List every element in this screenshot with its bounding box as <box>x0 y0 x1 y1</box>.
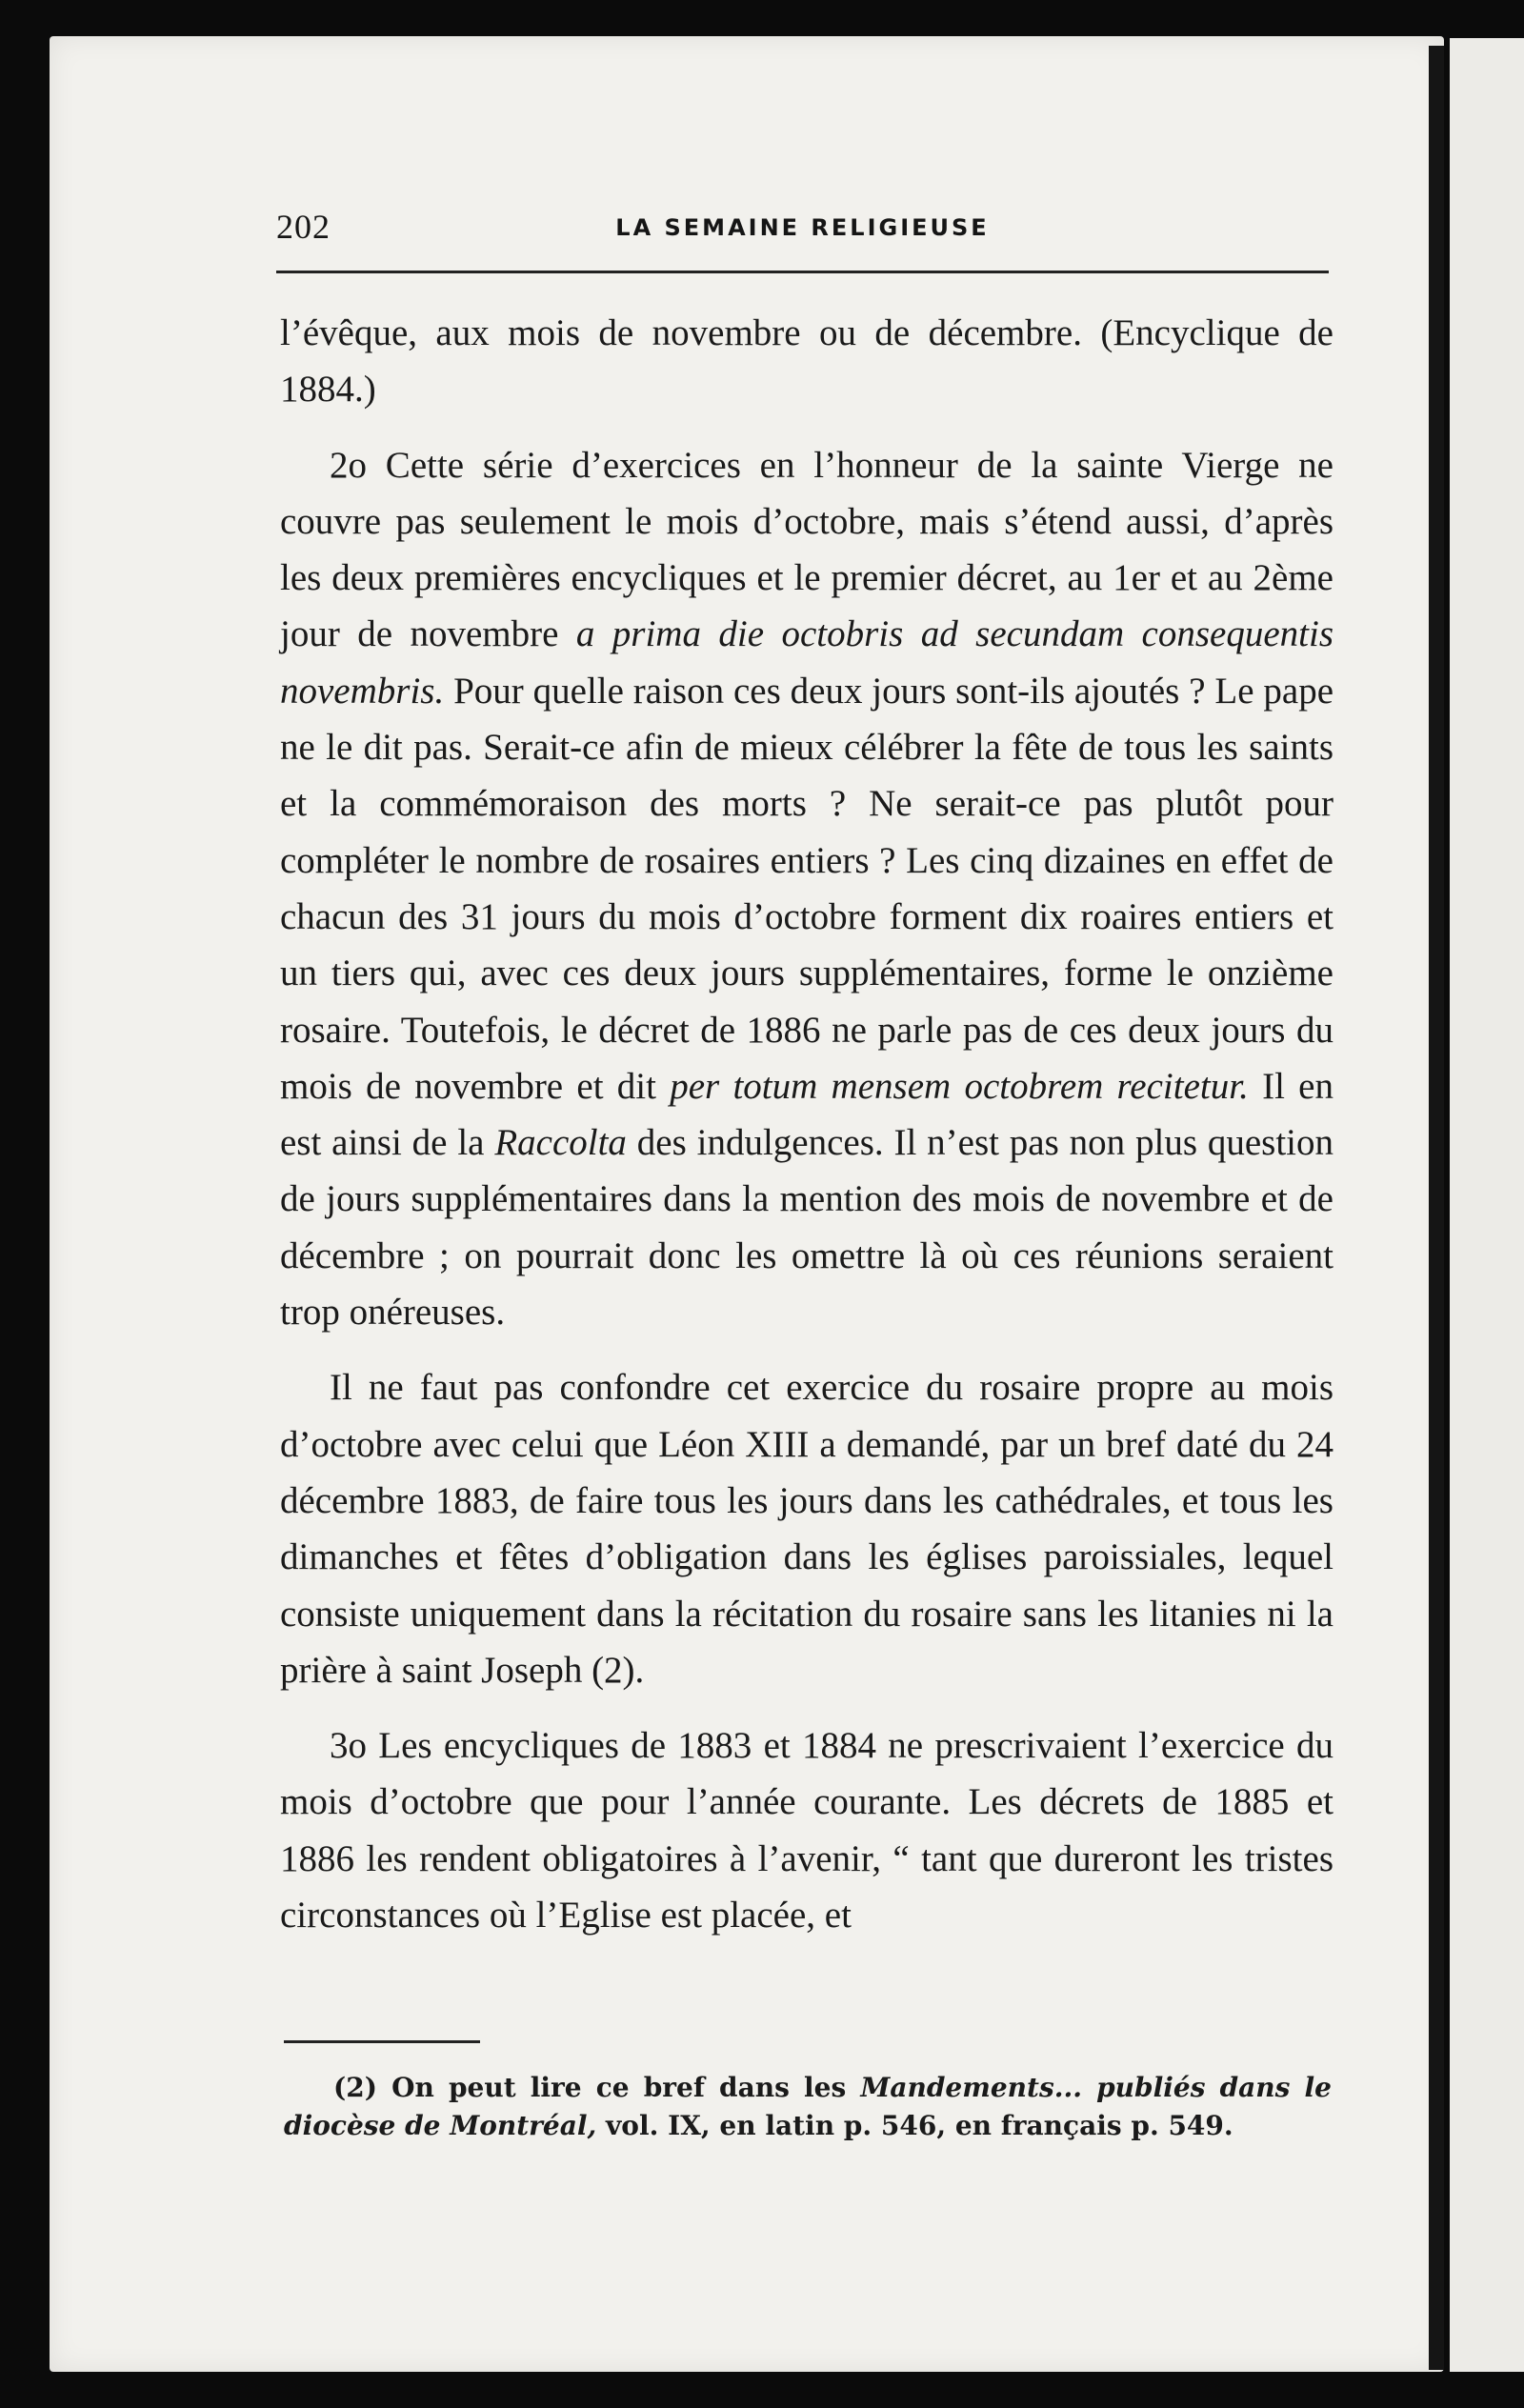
paragraph-2-text-c: Il en est ainsi de la <box>280 1065 1334 1164</box>
paragraph-2-text-b: Pour quelle raison ces deux jours sont-ils ajoutés ? Le pape ne le dit pas. Serait-ce afin de mieux célébrer la fête de tous les saints et la commémoraison des morts ? Ne serait-ce pas plutôt pour compléter le nombre de rosaires entiers ? Les cinq dizaines en effet de chacun des 31 jours du mois d’octobre forment dix roaires entiers et un tiers qui, avec ces deux jours supplémentaires, forme le onzième rosaire. Toutefois, le décret de 1886 ne parle pas de ces deux jours du mois de novembre et dit <box>280 670 1334 1107</box>
page-header <box>276 205 1329 262</box>
paragraph-4: 3o Les encycliques de 1883 et 1884 ne prescrivaient l’exercice du mois d’octobre que pour l’année courante. Les décrets de 1885 et 1886 les rendent obligatoires à l’avenir, “ tant que dureront les tristes circonstances où l’Eglise est placée, et <box>280 1725 1334 1936</box>
raccolta-title: Raccolta <box>494 1122 627 1164</box>
paragraph-3: Il ne faut pas confondre cet exercice du rosaire propre au mois d’octobre avec celui que Léon XIII a demandé, par un bref daté du 24 décembre 1883, de faire tous les jours dans les cathédrales, et tous les dimanches et fêtes d’obligation dans les églises paroissiales, lequel consiste uniquement dans la récitation du rosaire sans les litanies ni la prière à saint Joseph (2). <box>280 1367 1334 1691</box>
running-title: LA SEMAINE RELIGIEUSE <box>615 214 990 241</box>
footnote <box>284 2069 1332 2145</box>
footnote-text-b: vol. IX, en latin p. 546, en français p. 549. <box>596 2110 1233 2141</box>
body-text <box>280 305 1334 1943</box>
paragraph-2-text-d: des indulgences. Il n’est pas non plus question de jours supplémentaires dans la mention des mois de novembre et de décembre ; on pourrait donc les omettre là où ces réunions seraient trop onéreuses. <box>280 1122 1334 1334</box>
adjacent-page-edge <box>1450 38 1524 2372</box>
latin-phrase-2: per totum mensem octobrem recitetur. <box>670 1065 1249 1107</box>
paragraph-1: l’évêque, aux mois de novembre ou de décembre. (Encyclique de 1884.) <box>280 312 1334 411</box>
paragraph-2-text-a: 2o Cette série d’exercices en l’honneur de la sainte Vierge ne couvre pas seulement le mois d’octobre, mais s’étend aussi, d’après les deux premières encycliques et le premier décret, au 1er et au 2ème jour de novembre <box>280 444 1334 655</box>
paragraph-2 <box>280 437 1334 1341</box>
footnote-text-a: (2) On peut lire ce bref dans les <box>333 2072 861 2103</box>
page-number: 202 <box>276 208 331 246</box>
latin-phrase-1: a prima die octobris ad secundam consequentis novembris. <box>280 613 1334 712</box>
page-gutter <box>1429 46 1444 2370</box>
header-rule <box>276 271 1329 273</box>
footnote-italic: Mandements... publiés dans le diocèse de Montréal, <box>284 2072 1332 2141</box>
footnote-rule <box>284 2040 480 2043</box>
